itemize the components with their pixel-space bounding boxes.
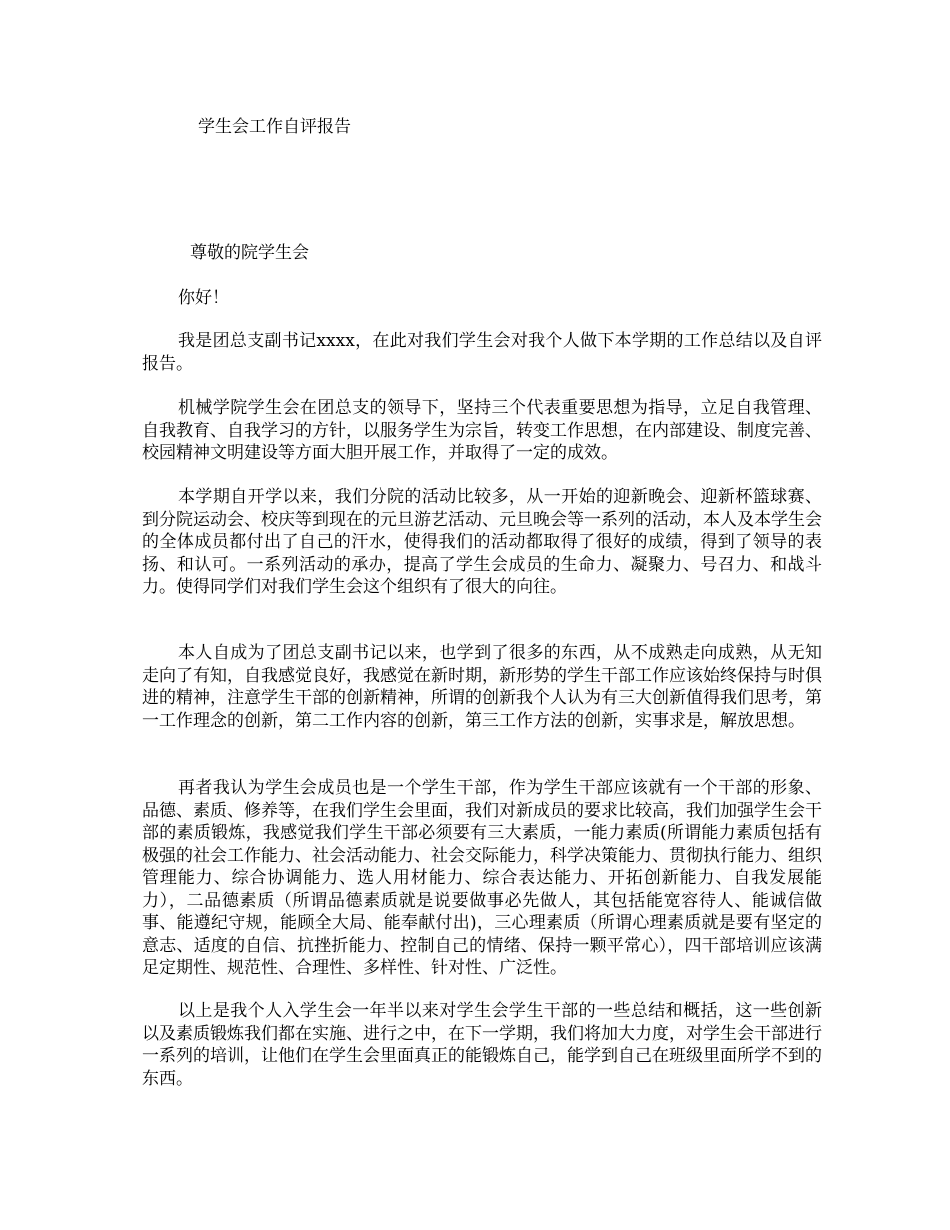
paragraph-conclusion: 以上是我个人入学生会一年半以来对学生会学生干部的一些总结和概括，这一些创新以及素质锻炼我们都在实施、进行之中，在下一学期，我们将加大力度，对学生会干部进行一系列的培训，让他们在学生会里面真正的能锻炼自己，能学到自己在班级里面所学不到的东西。 — [142, 1001, 822, 1089]
paragraph-intro: 我是团总支副书记xxxx，在此对我们学生会对我个人做下本学期的工作总结以及自评报告。 — [142, 331, 822, 374]
document-title: 学生会工作自评报告 — [198, 117, 351, 137]
greeting: 你好！ — [178, 288, 229, 308]
salutation: 尊敬的院学生会 — [190, 243, 309, 263]
paragraph-overview: 机械学院学生会在团总支的领导下，坚持三个代表重要思想为指导，立足自我管理、自我教育、自我学习的方针，以服务学生为宗旨，转变工作思想，在内部建设、制度完善、校园精神文明建设等方面大胆开展工作，并取得了一定的成效。 — [142, 398, 822, 463]
paragraph-innovation: 本人自成为了团总支副书记以来，也学到了很多的东西，从不成熟走向成熟，从无知走向了有知，自我感觉良好，我感觉在新时期，新形势的学生干部工作应该始终保持与时俱进的精神，注意学生干部的创新精神，所谓的创新我个人认为有三大创新值得我们思考，第一工作理念的创新，第二工作内容的创新，第三工作方法的创新，实事求是，解放思想。 — [142, 643, 822, 731]
paragraph-qualities: 再者我认为学生会成员也是一个学生干部，作为学生干部应该就有一个干部的形象、品德、素质、修养等，在我们学生会里面，我们对新成员的要求比较高，我们加强学生会干部的素质锻炼，我感觉我们学生干部必须要有三大素质，一能力素质(所谓能力素质包括有极强的社会工作能力、社会活动能力、社会交际能力，科学决策能力、贯彻执行能力、组织管理能力、综合协调能力、选人用材能力、综合表达能力、开拓创新能力、自我发展能力），二品德素质（所谓品德素质就是说要做事必先做人，其包括能宽容待人、能诚信做事、能遵纪守规，能顾全大局、能奉献付出)，三心理素质（所谓心理素质就是要有坚定的意志、适度的自信、抗挫折能力、控制自己的情绪、保持一颗平常心），四干部培训应该满足定期性、规范性、合理性、多样性、针对性、广泛性。 — [142, 778, 822, 978]
paragraph-activities: 本学期自开学以来，我们分院的活动比较多，从一开始的迎新晚会、迎新杯篮球赛、到分院运动会、校庆等到现在的元旦游艺活动、元旦晚会等一系列的活动，本人及本学生会的全体成员都付出了自己的汗水，使得我们的活动都取得了很好的成绩，得到了领导的表扬、和认可。一系列活动的承办，提高了学生会成员的生命力、凝聚力、号召力、和战斗力。使得同学们对我们学生会这个组织有了很大的向往。 — [142, 487, 822, 597]
